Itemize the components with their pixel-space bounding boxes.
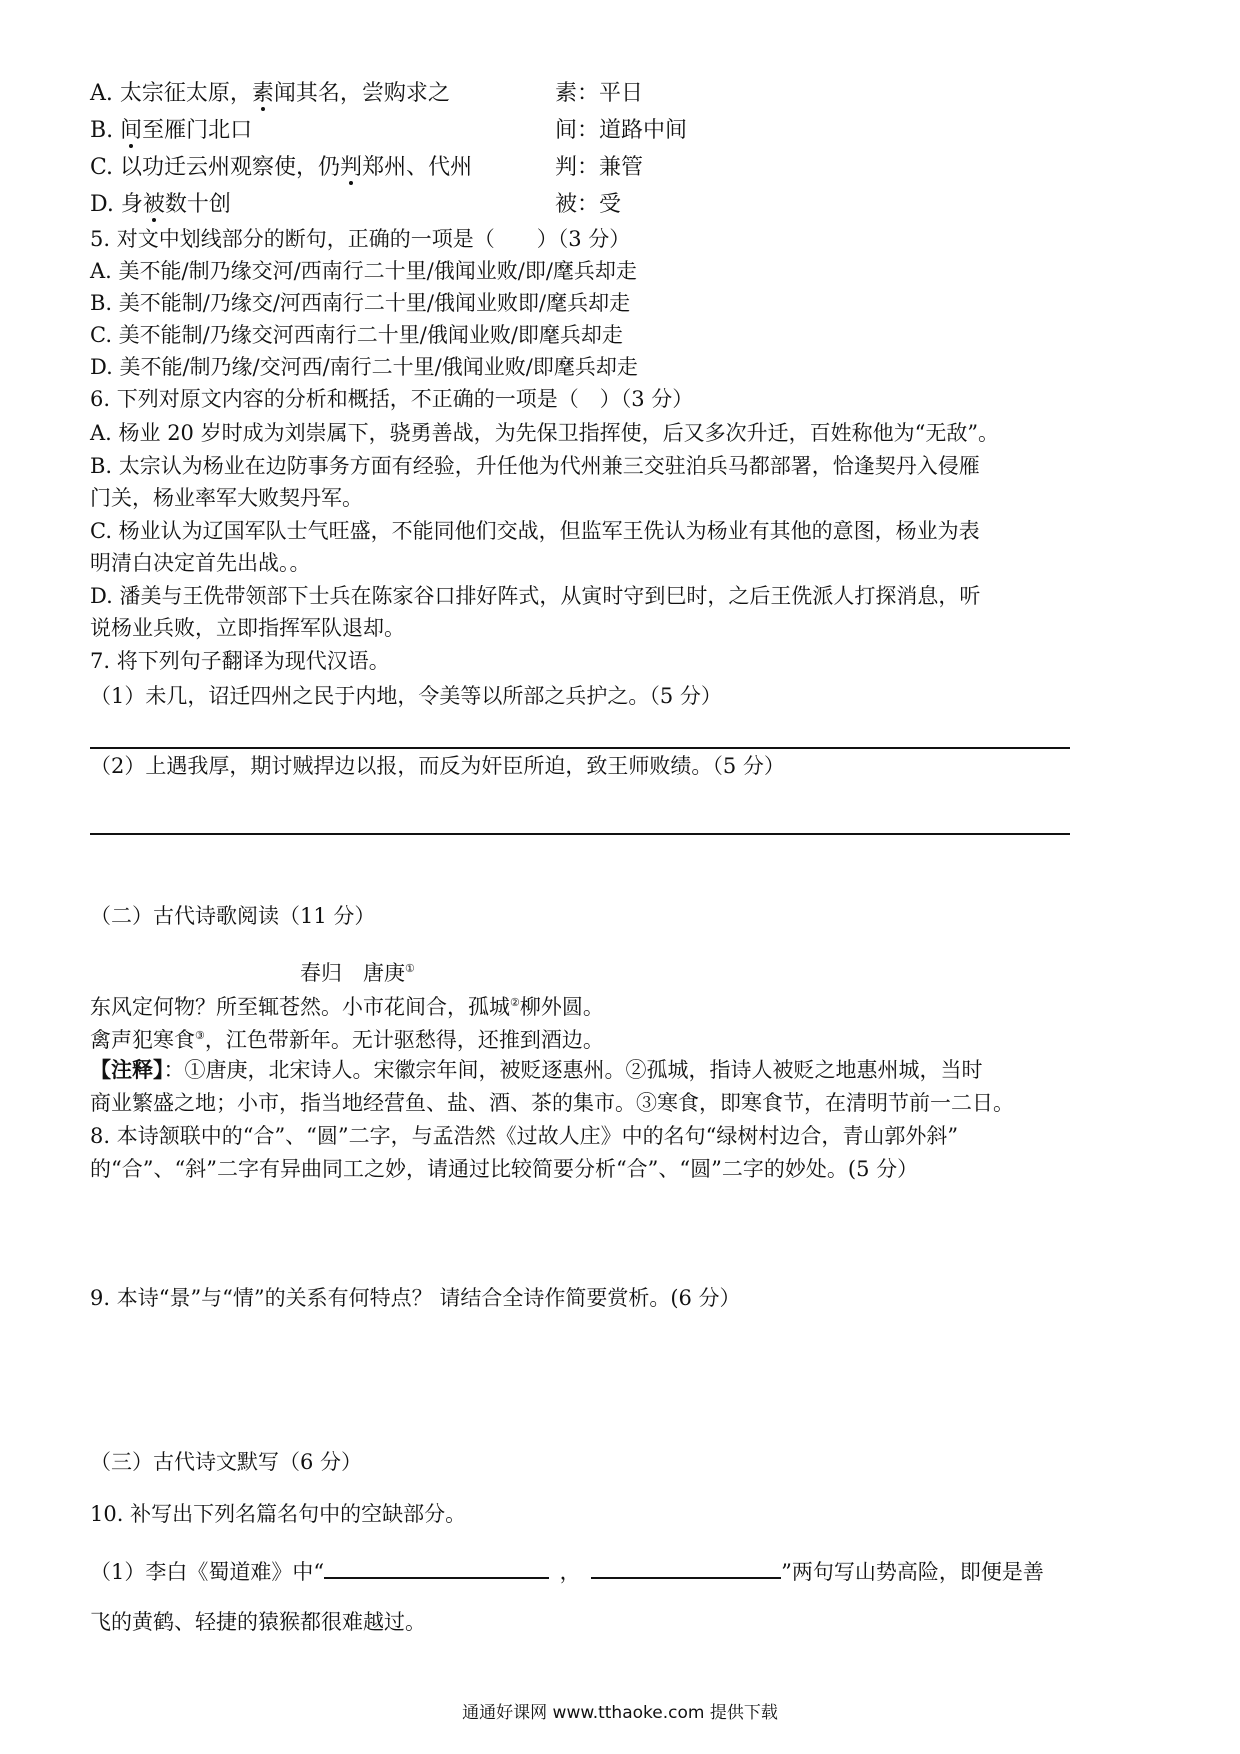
q8-stem-cont: 的“合”、“斜”二字有异曲同工之妙，请通过比较简要分析“合”、“圆”二字的妙处。(5 分） [90,1157,919,1181]
gloss: 间：道路中间 [555,118,688,143]
q5-option-b: B. 美不能制/乃缘交/河西南行二十里/俄闻业败即/麾兵却走 [90,291,631,315]
fill-blank[interactable] [324,1551,549,1579]
option-text: 闻其名，尝购求之 [273,81,450,106]
q6-option-b: B. 太宗认为杨业在边防事务方面有经验，升任他为代州兼三交驻泊兵马都部署，恰逢契丹入侵雁 [90,454,980,478]
section-heading-poetry: （二）古代诗歌阅读（11 分） [90,904,376,928]
q10-stem: 10. 补写出下列名篇名句中的空缺部分。 [90,1502,467,1526]
q7-sentence-1: （1）未几，诏迁四州之民于内地，令美等以所部之兵护之。（5 分） [90,684,722,708]
q10-text: （1）李白《蜀道难》中“ [90,1560,325,1584]
q5-option-a: A. 美不能/制乃缘交河/西南行二十里/俄闻业败/即/麾兵却走 [90,259,637,283]
poem-text: ，江色带新年。无计驱愁得，还推到酒边。 [204,1028,604,1052]
option-text: A. 太宗征太原， [90,81,252,106]
note-marker: ① [405,962,415,975]
q6-option-d-cont: 说杨业兵败，立即指挥军队退却。 [90,616,405,640]
poem-notes [90,1054,983,1086]
option-text: B. [90,118,121,143]
q9-stem: 9. 本诗“景”与“情”的关系有何特点？ 请结合全诗作简要赏析。(6 分） [90,1286,741,1310]
q10-text: ”两句写山势高险，即便是善 [781,1560,1044,1584]
option-text: 郑州、代州 [362,155,473,180]
q5-option-d: D. 美不能/制乃缘/交河西/南行二十里/俄闻业败/即麾兵却走 [90,355,638,379]
gloss: 判：兼管 [555,155,644,180]
q6-option-c: C. 杨业认为辽国军队士气旺盛，不能同他们交战，但监军王侁认为杨业有其他的意图，杨业为表 [90,519,980,543]
fill-blank[interactable] [591,1551,781,1579]
gloss: 素：平日 [555,81,644,106]
note-marker: ② [510,996,520,1009]
footer-source: 通通好课网 www.tthaoke.com 提供下载 [462,1703,778,1723]
q10-sentence-1 [90,1551,1044,1588]
q7-sentence-2: （2）上遇我厚，期讨贼捍边以报，而反为奸臣所迫，致王师败绩。（5 分） [90,754,785,778]
option-text: D. 身 [90,192,143,217]
q10-text: ， [559,1560,581,1584]
poem-text: 柳外圆。 [519,995,604,1019]
poem-text: 禽声犯寒食 [90,1028,195,1052]
notes-label: 【注释】 [90,1057,164,1082]
section-heading-recitation: （三）古代诗文默写（6 分） [90,1450,363,1474]
option-text: C. 以功迁云州观察使，仍 [90,155,341,180]
poem-title: 春归 [300,961,342,985]
notes-text: ：①唐庚，北宋诗人。宋徽宗年间，被贬逐惠州。②孤城，指诗人被贬之地惠州城，当时 [163,1058,983,1082]
emphasized-char: 被 [142,192,165,217]
q8-stem: 8. 本诗颔联中的“合”、“圆”二字，与孟浩然《过故人庄》中的名句“绿树村边合，青山郭外斜” [90,1124,959,1148]
poem-author: 唐庚 [363,961,405,985]
q5-stem: 5. 对文中划线部分的断句，正确的一项是（ ）（3 分） [90,227,631,251]
poem-line-2 [90,1020,604,1056]
q5-option-c: C. 美不能制/乃缘交河西南行二十里/俄闻业败/即麾兵却走 [90,323,623,347]
q6-stem: 6. 下列对原文内容的分析和概括，不正确的一项是（ ）（3 分） [90,387,694,411]
option-text: 数十创 [164,192,231,217]
q6-option-d: D. 潘美与王侁带领部下士兵在陈家谷口排好阵式，从寅时守到巳时，之后王侁派人打探消息，听 [90,584,981,608]
poem-notes-cont: 商业繁盛之地；小市，指当地经营鱼、盐、酒、茶的集市。③寒食，即寒食节，在清明节前一二日。 [90,1091,1014,1115]
q6-option-b-cont: 门关，杨业率军大败契丹军。 [90,486,363,510]
q6-option-a: A. 杨业 20 岁时成为刘崇属下，骁勇善战，为先保卫指挥使，后又多次升迁，百姓称他为“无敌”。 [90,421,1000,445]
q10-sentence-1-cont: 飞的黄鹤、轻捷的猿猴都很难越过。 [90,1610,426,1634]
q6-option-c-cont: 明清白决定首先出战。。 [90,551,311,575]
emphasized-char: 判 [340,155,363,180]
gloss: 被：受 [555,192,622,217]
answer-line[interactable] [90,747,1070,749]
emphasized-char: 素 [251,81,274,106]
answer-line[interactable] [90,833,1070,835]
q7-stem: 7. 将下列句子翻译为现代汉语。 [90,649,390,673]
poem-text: 东风定何物？所至辄苍然。小市花间合，孤城 [90,995,510,1019]
note-marker: ③ [195,1029,205,1042]
poem-heading [300,953,415,989]
option-text: 至雁门北口 [142,118,253,143]
poem-line-1 [90,987,604,1023]
emphasized-char: 间 [120,118,143,143]
